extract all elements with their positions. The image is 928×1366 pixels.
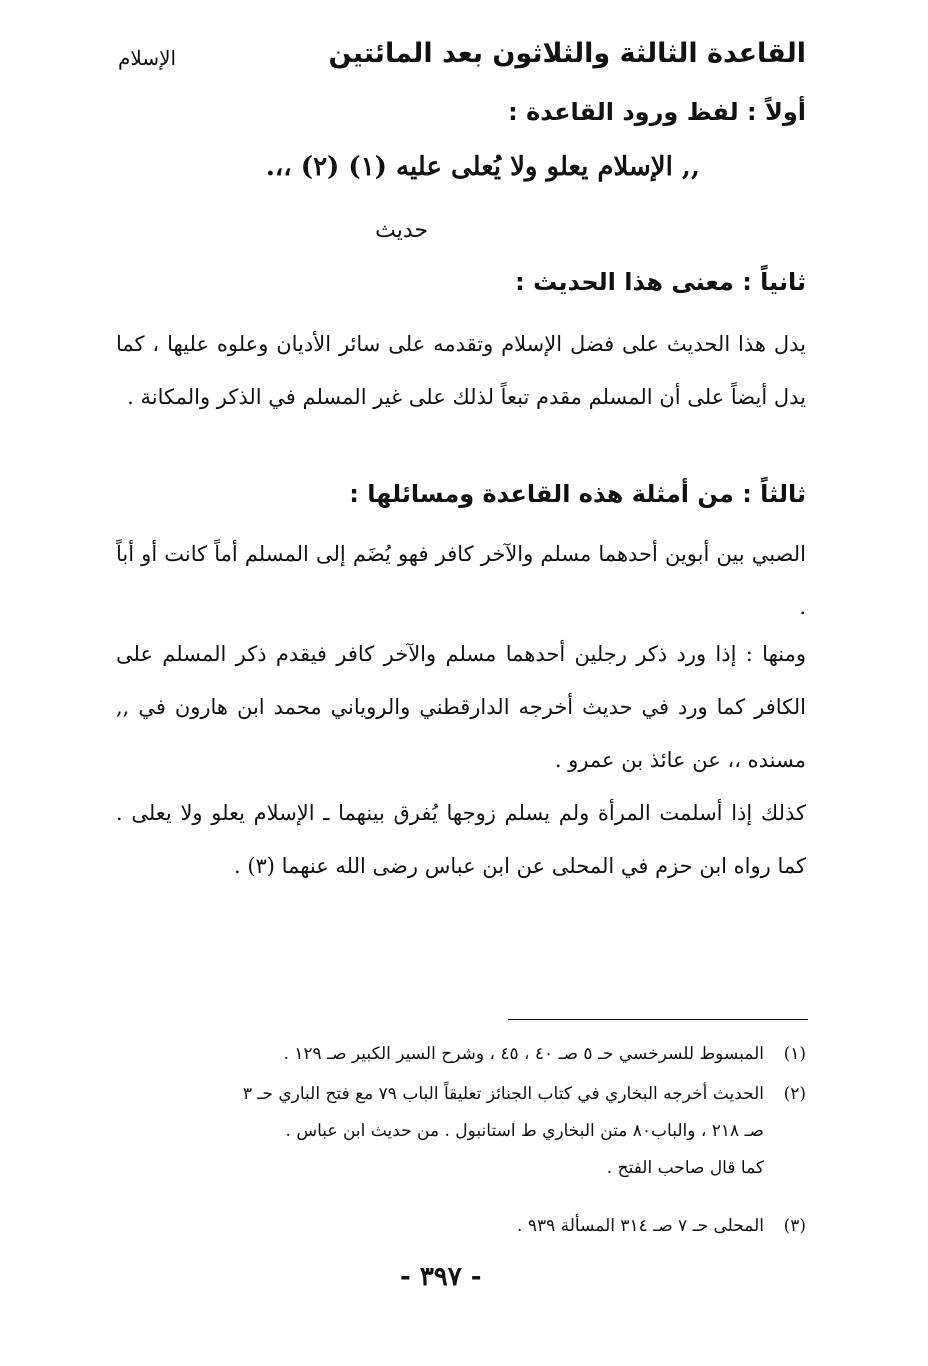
footnote-text: الحديث أخرجه البخاري في كتاب الجنائز تعليقاً الباب ٧٩ مع فتح الباري حـ ٣ xyxy=(242,1084,764,1104)
footnote-1 xyxy=(116,1036,806,1073)
section-name: الإسلام xyxy=(118,46,177,70)
footnote-text: المبسوط للسرخسي حـ ٥ صـ ٤٠ ، ٤٥ ، وشرح السير الكبير صـ ١٢٩ . xyxy=(283,1044,764,1064)
footnote-text: المحلى حـ ٧ صـ ٣١٤ المسألة ٩٣٩ . xyxy=(517,1216,764,1236)
heading-rule-wording: أولاً : لفظ ورود القاعدة : xyxy=(508,98,806,126)
paragraph-example-marriage: كذلك إذا أسلمت المرأة ولم يسلم زوجها يُفرق بينهما ـ الإسلام يعلو ولا يعلى . كما رواه ابن حزم في المحلى عن ابن عباس رضى الله عنهما (٣) . xyxy=(116,801,806,878)
rule-title: القاعدة الثالثة والثلاثون بعد المائتين xyxy=(328,38,806,69)
footnote-number: (٢) xyxy=(783,1084,806,1104)
footnote-2 xyxy=(116,1076,806,1187)
footnote-divider xyxy=(508,1019,808,1020)
footnote-number: (١) xyxy=(783,1044,806,1064)
footnote-text: كما قال صاحب الفتح . xyxy=(606,1158,764,1178)
footnote-3 xyxy=(116,1208,806,1245)
paragraph-example-child: الصبي بين أبوين أحدهما مسلم والآخر كافر فهو يُضَم إلى المسلم أماً كانت أو أباً . xyxy=(116,542,806,619)
footnote-text: صـ ٢١٨ ، والباب٨٠ متن البخاري ط استانبول . من حديث ابن عباس . xyxy=(285,1121,764,1141)
rule-source: حديث xyxy=(375,218,428,243)
paragraph-meaning: يدل هذا الحديث على فضل الإسلام وتقدمه على سائر الأديان وعلوه عليها ، كما يدل أيضاً على أن المسلم مقدم تبعاً لذلك على غير المسلم في الذكر والمكانة . xyxy=(116,332,806,409)
paragraph-example-mention: ومنها : إذا ورد ذكر رجلين أحدهما مسلم والآخر كافر فيقدم ذكر المسلم على الكافر كما ورد في حديث أخرجه الدارقطني والروياني محمد ابن هارون في ,, مسنده ،، عن عائذ بن عمرو . xyxy=(116,642,806,772)
rule-text: ,, الإسلام يعلو ولا يُعلى عليه (١) (٢) ،،. xyxy=(265,152,700,182)
heading-examples: ثالثاً : من أمثلة هذه القاعدة ومسائلها : xyxy=(349,480,806,508)
page-number: - ٣٩٧ - xyxy=(400,1262,482,1292)
footnote-number: (٣) xyxy=(783,1216,806,1236)
heading-meaning: ثانياً : معنى هذا الحديث : xyxy=(515,268,806,296)
